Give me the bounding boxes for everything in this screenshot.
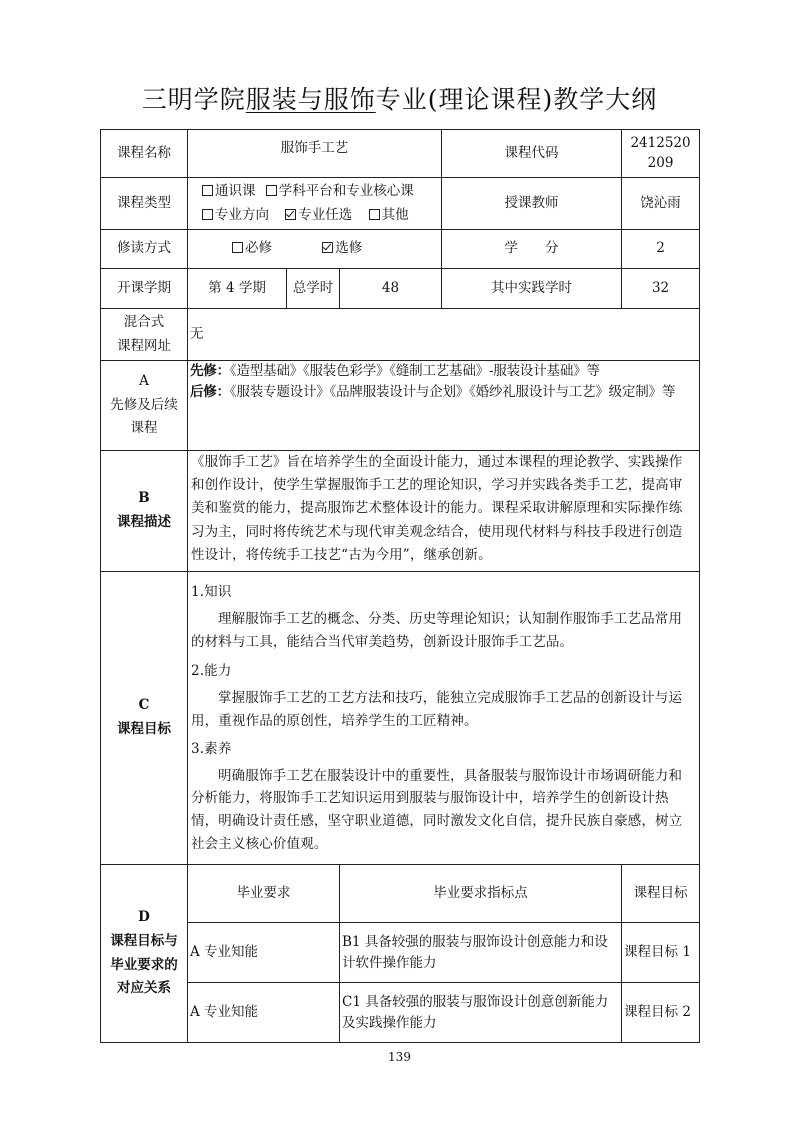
- checkbox-direction[interactable]: 专业方向: [202, 207, 269, 223]
- table-row: [101, 923, 700, 983]
- objective-heading: 1.知识: [191, 584, 232, 600]
- section-b-description: [101, 451, 700, 572]
- checkbox-icon: [202, 185, 213, 196]
- course-name-value: 服饰手工艺: [188, 130, 442, 178]
- checked-checkbox-icon: [322, 242, 333, 253]
- teacher-label: 授课教师: [442, 178, 622, 230]
- semester-value: 第 4 学期: [188, 269, 287, 309]
- objective-heading: 2.能力: [191, 663, 232, 680]
- checkbox-core[interactable]: 学科平台和专业核心课: [266, 183, 414, 199]
- course-url-label: 混合式 课程网址: [101, 309, 188, 361]
- total-hours-label: 总学时: [287, 269, 340, 309]
- col-course-goal: 课程目标: [622, 865, 700, 923]
- syllabus-table: [100, 129, 700, 1043]
- practice-hours-value: 32: [622, 269, 700, 309]
- course-code-label: 课程代码: [442, 130, 622, 178]
- table-row: [101, 983, 700, 1043]
- checkbox-general[interactable]: 通识课: [202, 183, 256, 199]
- course-goal-cell: 课程目标 1: [622, 923, 700, 983]
- requirement-point-cell: B1 具备较强的服装与服饰设计创意能力和设计软件操作能力: [340, 923, 622, 983]
- col-graduation-requirement: 毕业要求: [188, 865, 340, 923]
- section-b-label: B 课程描述: [101, 451, 188, 572]
- row-study-mode: [101, 230, 700, 269]
- row-course-url: [101, 309, 700, 361]
- study-mode-label: 修读方式: [101, 230, 188, 269]
- row-course-type: [101, 178, 700, 230]
- title-underlined-major: 服装与服饰: [245, 85, 376, 114]
- checkbox-elective[interactable]: 专业任选: [285, 207, 352, 223]
- requirement-cell: A 专业知能: [188, 983, 340, 1043]
- objective-body: 掌握服饰手工艺的工艺方法和技巧，能独立完成服饰手工艺品的创新设计与运用，重视作品的原创性，培养学生的工匠精神。: [191, 690, 683, 729]
- col-requirement-point: 毕业要求指标点: [340, 865, 622, 923]
- requirement-point-cell: C1 具备较强的服装与服饰设计创意创新能力及实践操作能力: [340, 983, 622, 1043]
- objective-body: 理解服饰手工艺的概念、分类、历史等理论知识；认知制作服饰手工艺品常用的材料与工具，能结合当代审美趋势，创新设计服饰手工艺品。: [191, 610, 683, 650]
- credit-value: 2: [622, 230, 700, 269]
- section-a-label: A 先修及后续 课程: [101, 361, 188, 451]
- objective-heading: 3.素养: [191, 740, 232, 757]
- requirement-cell: A 专业知能: [188, 923, 340, 983]
- section-c-label: C 课程目标: [101, 572, 188, 865]
- course-name-label: 课程名称: [101, 130, 188, 178]
- page-title: 三明学院服装与服饰专业(理论课程)教学大纲: [141, 85, 658, 114]
- checkbox-icon: [266, 185, 277, 196]
- prerequisite-line: 先修：《造型基础》《服装色彩学》《缝制工艺基础》-服装设计基础》等: [190, 363, 600, 379]
- followup-line: 后修：《服装专题设计》《品牌服装设计与企划》《婚纱礼服设计与工艺》级定制》等: [190, 383, 676, 400]
- section-d-label: D 课程目标与 毕业要求的 对应关系: [101, 865, 188, 1043]
- checkbox-icon: [369, 209, 380, 220]
- teacher-value: 饶沁雨: [622, 178, 700, 230]
- checked-checkbox-icon: [285, 209, 296, 220]
- row-course-name: [101, 130, 700, 178]
- page-number: 139: [388, 1050, 411, 1064]
- course-type-options: [188, 178, 442, 230]
- section-c-objectives: [101, 572, 700, 865]
- checkbox-elective-mode[interactable]: 选修: [322, 240, 362, 256]
- section-a-content: [188, 361, 700, 451]
- course-type-label: 课程类型: [101, 178, 188, 230]
- checkbox-icon: [232, 242, 243, 253]
- section-c-content: [188, 572, 700, 865]
- course-goal-cell: 课程目标 2: [622, 983, 700, 1043]
- semester-label: 开课学期: [101, 269, 188, 309]
- row-semester: [101, 269, 700, 309]
- section-a-prerequisites: [101, 361, 700, 451]
- practice-hours-label: 其中实践学时: [442, 269, 622, 309]
- section-b-content: 《服饰手工艺》旨在培养学生的全面设计能力，通过本课程的理论教学、实践操作和创作设计，使学生掌握服饰手工艺的理论知识，学习并实践各类手工艺，提高审美和鉴赏的能力，提高服饰艺术整体设计的能力。课程采取讲解原理和实际操作练习为主，同时将传统艺术与现代审美观念结合，使用现代材料与科技手段进行创造性设计，将传统手工技艺“古为今用”，继承创新。: [188, 451, 700, 572]
- checkbox-required[interactable]: 必修: [232, 240, 272, 256]
- credit-label: 学 分: [442, 230, 622, 269]
- section-d-header-row: [101, 865, 700, 923]
- study-mode-options: [188, 230, 442, 269]
- total-hours-value: 48: [340, 269, 442, 309]
- checkbox-other[interactable]: 其他: [369, 207, 409, 223]
- objective-body: 明确服饰手工艺在服装设计中的重要性，具备服装与服饰设计市场调研能力和分析能力，将服饰手工艺知识运用到服装与服饰设计中，培养学生的创新设计热情，明确设计责任感，坚守职业道德，同时激发文化自信，提升民族自豪感，树立社会主义核心价值观。: [191, 767, 683, 853]
- checkbox-icon: [202, 209, 213, 220]
- course-url-value: 无: [188, 309, 700, 361]
- course-code-value: 2412520 209: [622, 130, 700, 178]
